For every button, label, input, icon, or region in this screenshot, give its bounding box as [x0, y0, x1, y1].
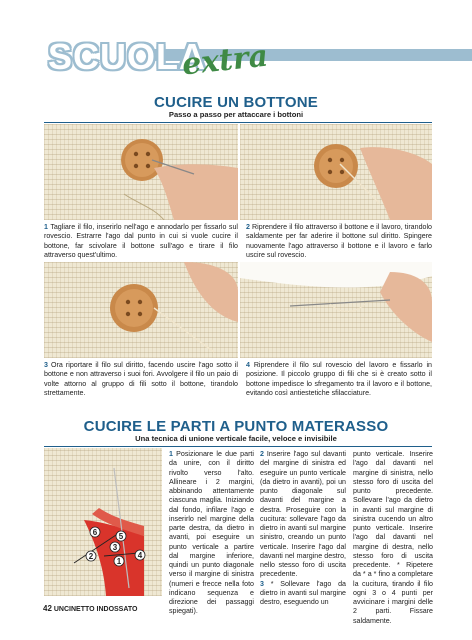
button-step3-caption — [44, 361, 238, 398]
step-number: 2 — [260, 450, 264, 458]
button-step3-illustration — [44, 262, 238, 358]
button-step2-photo — [240, 124, 432, 220]
step-text: Riprendere il filo sul rovescio del lavoro e fissarlo in posizione. Il piccolo gruppo di fili che si è creato sotto il bottone impedisce lo sfregamento tra il lavoro e il bottone, evitando così antiestetiche sfilacciature. — [246, 361, 432, 397]
step-marker — [116, 531, 126, 541]
mattress-column-1 — [169, 450, 254, 617]
button-step3-photo — [44, 262, 238, 358]
marker-label: 4 — [137, 551, 143, 560]
button-step1-caption — [44, 223, 238, 260]
section2-rule — [44, 446, 432, 447]
section-header-title: SCUOLA — [48, 36, 206, 77]
step-marker — [90, 527, 100, 537]
marker-label: 6 — [92, 528, 98, 537]
section1-rule — [44, 122, 432, 123]
section1-title: CUCIRE UN BOTTONE — [154, 94, 318, 111]
button-step4-caption — [246, 361, 432, 398]
marker-label: 1 — [116, 557, 122, 566]
step-marker — [135, 550, 145, 560]
step-number: 4 — [246, 361, 250, 369]
button-step4-photo — [240, 262, 432, 358]
marker-label: 5 — [118, 532, 124, 541]
step-number: 2 — [246, 223, 250, 231]
step-marker — [110, 542, 120, 552]
section1-subtitle: Passo a passo per attaccare i bottoni — [168, 110, 304, 119]
step-text: Tagliare il filo, inserirlo nell'ago e annodarlo per fissarlo sul rovescio. Estrarre l'ago dal punto in cui si vuole cucire il bottone, far scivolare il bottone sull'ago e tirare il filo attraverso quest'ultimo. — [44, 223, 238, 259]
step-marker — [114, 556, 124, 566]
marker-label: 3 — [112, 543, 118, 552]
button-step4-illustration — [240, 262, 432, 358]
section-header-extra: extra — [180, 38, 270, 83]
magazine-name: UNCINETTO INDOSSATO — [53, 606, 138, 613]
step-number: 3 — [260, 579, 264, 588]
step-text: Inserire l'ago sul davanti del margine di sinistra ed eseguire un punto verticale (da dietro in avanti), poi un punto diagonale sul davanti del margine a destra. Proseguire con la cucitura: sollevare l'ago da dietro in avanti sul margine sinistro, creando un punto verticale. Inserire l'ago dal davanti nel margine destro, nello stesso foro di uscita precedente. — [260, 450, 346, 579]
step-text: Posizionare le due parti da unire, con il diritto rivolto verso l'alto. Allineare i 2 margini, abbinando attentamente ciascuna maglia. Iniziando dal fondo, infilare l'ago e inserirlo nel margine della parte destra, da dietro in avanti, poi eseguire un punto verticale a partire dal margine inferiore, quindi un punto diagonale verso il margine di sinistra (numeri e frecce nella foto indicano sequenza e direzione dei passaggi spiegati). — [169, 450, 254, 616]
mattress-column-2 — [260, 450, 346, 607]
button-step2-illustration — [240, 124, 432, 220]
step-text: Ora riportare il filo sul diritto, facendo uscire l'ago sotto il bottone e non attraverso i suoi fori. Avvolgere il filo un paio di volte attorno al gruppo di fili sotto il bottone, tirandolo strettamente. — [44, 361, 238, 397]
step-text: punto verticale. Inserire l'ago dal davanti nel margine di sinistra, nello stesso foro di uscita del punto precedente. Sollevare l'ago da dietro in avanti sul margine di sinistra cucendo un altro punto verticale. Inserire l'ago dal davanti nel margine di destra, nello stesso foro di uscita precedente. * Ripetere da * a * fino a completare la cucitura, tirando il filo ogni 3 o 4 punti per avvicinare i margini delle 2 parti. Fissare saldamente. — [353, 450, 433, 625]
step-marker — [86, 551, 96, 561]
button-step1-illustration — [44, 124, 238, 220]
step-number: 1 — [44, 223, 48, 231]
section2-subtitle: Una tecnica di unione verticale facile, veloce e invisibile — [135, 434, 337, 443]
step-text: * Sollevare l'ago da dietro in avanti sul margine destro, eseguendo un — [260, 579, 346, 606]
page-footer — [43, 604, 137, 613]
button-step2-caption — [246, 223, 432, 260]
step-number: 1 — [169, 450, 173, 458]
step-number: 3 — [44, 361, 48, 369]
page-number: 42 — [43, 604, 52, 613]
section2-title: CUCIRE LE PARTI A PUNTO MATERASSO — [83, 418, 389, 435]
mattress-stitch-photo — [44, 448, 162, 596]
mattress-stitch-diagram — [44, 448, 162, 596]
step-text: Riprendere il filo attraverso il bottone e il lavoro, tirandolo saldamente per far aderire il bottone sul diritto. Spingere nuovamente l'ago attraverso il bottone e il lavoro e farlo uscire sul rovescio. — [246, 223, 432, 259]
mattress-column-3 — [353, 450, 433, 626]
marker-label: 2 — [88, 552, 94, 561]
button-step1-photo — [44, 124, 238, 220]
